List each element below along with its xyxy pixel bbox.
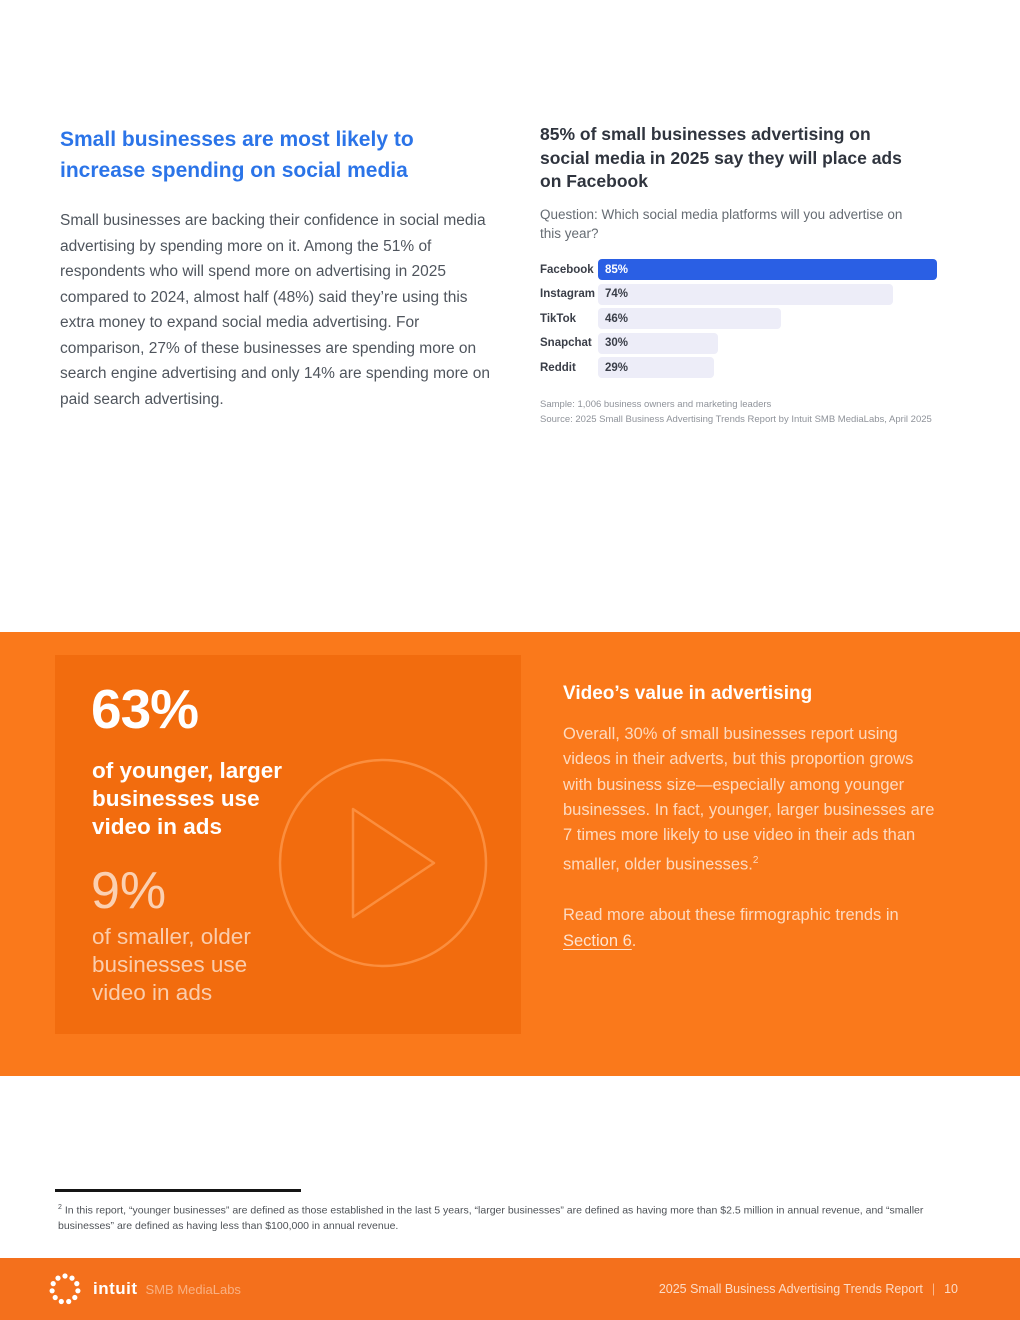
chart-title-line1: 85% of small businesses advertising on [540, 124, 871, 144]
stat-9-label [92, 923, 251, 1007]
video-value-body [563, 722, 943, 878]
chart-source-note: Source: 2025 Small Business Advertising Trends Report by Intuit SMB MediaLabs, April 2025 [540, 414, 932, 425]
chart-category-label: Instagram [540, 288, 595, 301]
article-heading [60, 124, 505, 186]
article-heading-line2: increase spending on social media [60, 159, 408, 182]
chart-bar-tiktok [598, 308, 781, 329]
footnote-reference-marker: 2 [752, 855, 759, 867]
chart-sample-note: Sample: 1,006 business owners and marketing leaders [540, 399, 772, 410]
play-icon [277, 757, 489, 969]
brand-suffix: SMB MediaLabs [145, 1281, 241, 1297]
footnote-text [58, 1200, 928, 1235]
brand-name: intuit [93, 1279, 138, 1298]
chart-notes [540, 397, 937, 427]
footer-bar [0, 1258, 1020, 1320]
stat-63-label [92, 757, 282, 841]
stat-63-label-line3: video in ads [92, 814, 223, 839]
chart-row [540, 282, 937, 307]
chart-block [540, 123, 937, 427]
chart-value-label: 46% [605, 312, 629, 325]
chart-title-line3: on Facebook [540, 171, 648, 191]
intuit-logo [48, 1272, 241, 1306]
chart-value-label: 74% [605, 288, 629, 301]
stat-9-label-line2: businesses use [92, 952, 248, 977]
chart-bar-track [598, 333, 937, 354]
chart-bar-reddit [598, 357, 714, 378]
chart-value-label: 85% [605, 263, 629, 276]
chart-value-label: 29% [605, 361, 629, 374]
footer-report-info [659, 1282, 958, 1296]
chart-question [540, 205, 937, 243]
chart-title [540, 123, 937, 194]
stat-9-label-line3: video in ads [92, 980, 213, 1005]
chart-bar-track [598, 308, 937, 329]
chart-bar-instagram [598, 284, 893, 305]
chart-title-line2: social media in 2025 say they will place ads [540, 147, 902, 168]
chart-category-label: Snapchat [540, 337, 592, 350]
chart-row [540, 258, 937, 283]
read-more-suffix: . [631, 931, 637, 950]
read-more-paragraph [563, 903, 943, 954]
chart-bar-facebook [598, 259, 937, 280]
footer-page-number: 10 [944, 1282, 958, 1296]
stat-9-value: 9% [91, 862, 167, 920]
stat-63-label-line1: of younger, larger [92, 758, 283, 783]
article-heading-line1: Small businesses are most likely to [60, 128, 414, 151]
chart-category-label: Reddit [540, 361, 576, 374]
chart-bar-track [598, 284, 937, 305]
chart-value-label: 30% [605, 337, 629, 350]
chart-row [540, 356, 937, 381]
video-stats-card [55, 655, 521, 1034]
stat-63-label-line2: businesses use [92, 786, 260, 811]
chart-question-line1: Question: Which social media platforms will you advertise on [540, 206, 903, 222]
footnote-body: In this report, “younger businesses” are defined as those established in the last 5 years, “larger businesses” are defined as having more than $2.5 million in annual revenue, and “smaller businesses” are defined as having less than $100,000 in annual revenue. [58, 1204, 924, 1232]
stat-63-value: 63% [91, 678, 199, 740]
bar-chart [540, 258, 937, 381]
article-column [60, 124, 505, 412]
chart-bar-snapchat [598, 333, 718, 354]
footnote-divider [55, 1189, 301, 1192]
read-more-prefix: Read more about these firmographic trends in [563, 906, 899, 925]
chart-category-label: TikTok [540, 312, 576, 325]
video-value-heading: Video’s value in advertising [563, 683, 813, 704]
chart-row [540, 307, 937, 332]
section-6-link[interactable]: Section 6 [563, 931, 632, 950]
footer-report-name: 2025 Small Business Advertising Trends Report [658, 1282, 923, 1296]
chart-row [540, 331, 937, 356]
orange-feature-band [0, 632, 1020, 1076]
video-value-body-text: Overall, 30% of small businesses report using videos in their adverts, but this proportion grows with business size—especially among younger businesses. In fact, younger, larger businesses are 7 times more likely to use video in their ads than smaller, older businesses. [563, 725, 935, 874]
chart-question-line2: this year? [540, 225, 599, 241]
footer-separator: | [931, 1282, 936, 1296]
video-value-column [563, 683, 943, 954]
article-body: Small businesses are backing their confidence in social media advertising by spending more on it. Among the 51% of respondents who will spend more on advertising in 2025 compared to 2024, almost half (48%) said they’re using this extra money to expand social media advertising. For comparison, 27% of these businesses are spending more on search engine advertising and only 14% are spending more on paid search advertising. [60, 212, 490, 408]
chart-category-label: Facebook [540, 263, 594, 276]
dotted-circle-icon [48, 1272, 82, 1306]
chart-bar-track [598, 357, 937, 378]
stat-9-label-line1: of smaller, older [92, 924, 251, 949]
footnote-marker: 2 [58, 1204, 62, 1211]
chart-bar-track [598, 259, 937, 280]
